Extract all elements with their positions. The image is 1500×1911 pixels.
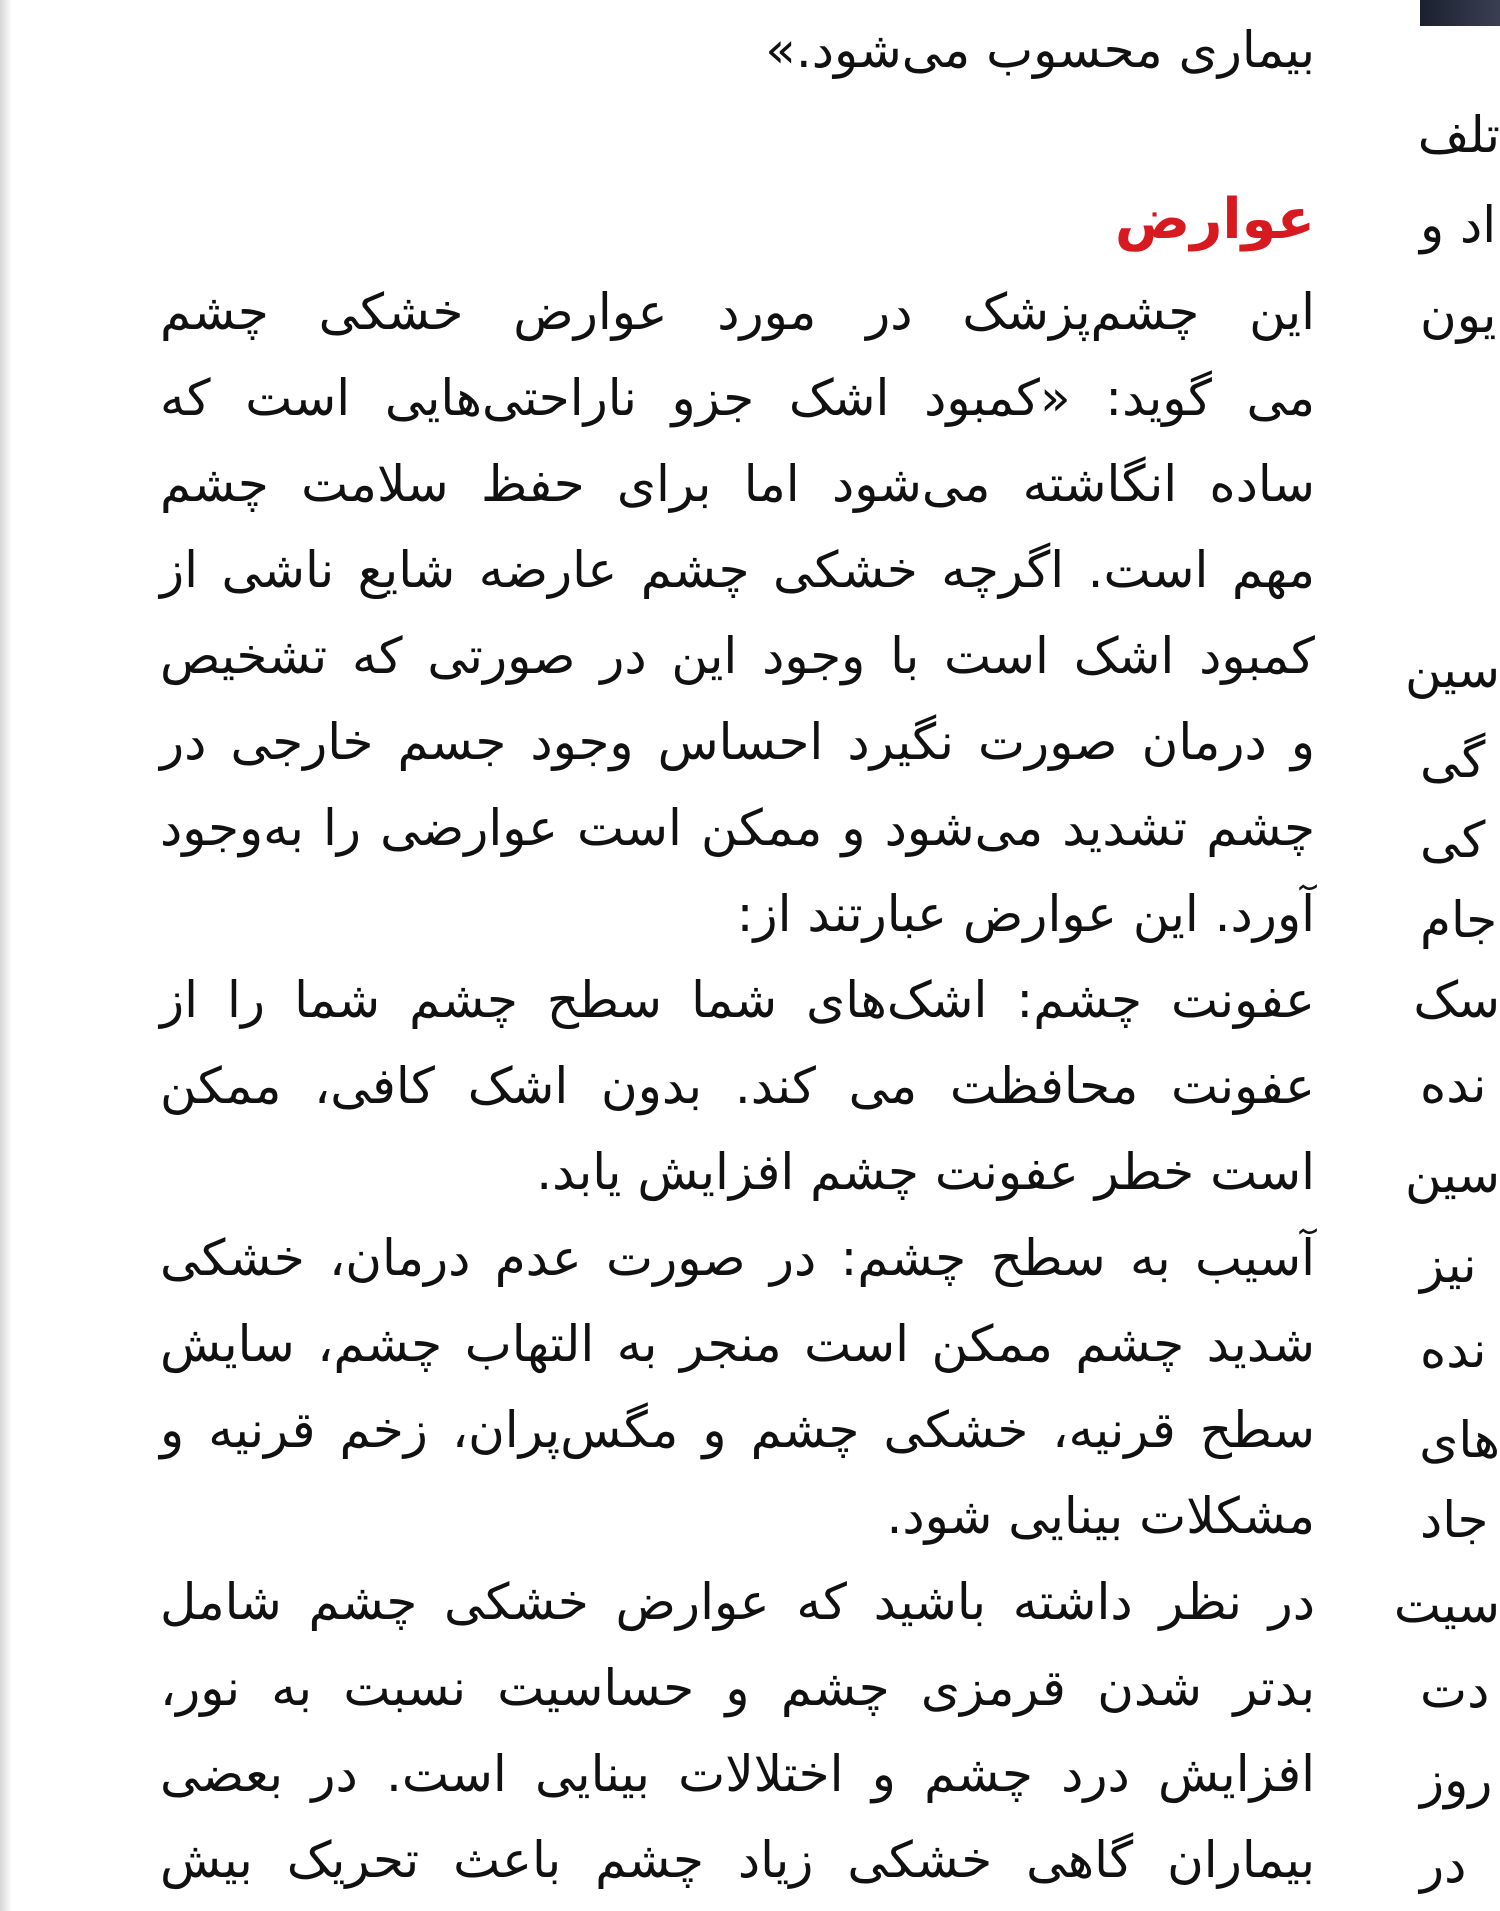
section-heading: عوارض: [1114, 187, 1315, 252]
article-line: بیماران گاهی خشکی زیاد چشم باعث تحریک بیش: [160, 1831, 1315, 1889]
article-line: این چشم‌پزشک در مورد عوارض خشکی چشم: [160, 283, 1315, 341]
article-line: کمبود اشک است با وجود این در صورتی که تشخیص: [160, 627, 1315, 685]
page-fold-shadow: [0, 0, 12, 1911]
article-line: می گوید: «کمبود اشک جزو ناراحتی‌هایی است که: [160, 369, 1315, 427]
adjacent-line: سیت: [1393, 1576, 1500, 1634]
article-line: در نظر داشته باشید که عوارض خشکی چشم شامل: [160, 1573, 1315, 1631]
adjacent-line: نیز: [1420, 1236, 1477, 1294]
article-line: آورد. این عوارض عبارتند از:: [736, 885, 1315, 943]
article-main-column: [160, 0, 1315, 1911]
adjacent-line: تلف: [1417, 106, 1500, 164]
adjacent-line: روز: [1420, 1751, 1493, 1809]
adjacent-line: های: [1419, 1411, 1500, 1469]
adjacent-line: در: [1420, 1836, 1467, 1894]
adjacent-line: یون: [1420, 286, 1497, 344]
adjacent-line: جاد: [1420, 1491, 1489, 1549]
article-line: عفونت چشم: اشک‌های شما سطح چشم شما را از: [160, 971, 1315, 1029]
adjacent-line: گی: [1420, 731, 1486, 789]
adjacent-photo-edge: [1420, 0, 1500, 26]
article-line: سطح قرنیه، خشکی چشم و مگس‌پران، زخم قرنیه و: [160, 1401, 1315, 1459]
adjacent-line: اد و: [1420, 196, 1497, 254]
article-line: مهم است. اگرچه خشکی چشم عارضه شایع ناشی از: [160, 541, 1315, 599]
adjacent-line: جام: [1420, 891, 1498, 949]
adjacent-line: نده: [1420, 1056, 1487, 1114]
article-line: آسیب به سطح چشم: در صورت عدم درمان، خشکی: [160, 1229, 1315, 1287]
article-line: و درمان صورت نگیرد احساس وجود جسم خارجی در: [160, 713, 1315, 771]
article-line: شدید چشم ممکن است منجر به التهاب چشم، سایش: [160, 1315, 1315, 1373]
article-line: مشکلات بینایی شود.: [886, 1487, 1315, 1545]
adjacent-column-cropped: [1393, 0, 1500, 1911]
adjacent-line: کی: [1420, 811, 1486, 869]
article-line: افزایش درد چشم و اختلالات بینایی است. در بعضی: [160, 1745, 1315, 1803]
adjacent-line: سک: [1413, 971, 1500, 1029]
adjacent-line: نده: [1420, 1321, 1487, 1379]
article-line: است خطر عفونت چشم افزایش یابد.: [536, 1143, 1315, 1201]
article-line: ساده انگاشته می‌شود اما برای حفظ سلامت چشم: [160, 455, 1315, 513]
article-line: عفونت محافظت می کند. بدون اشک کافی، ممکن: [160, 1057, 1315, 1115]
adjacent-line: سین: [1404, 1146, 1500, 1204]
article-line: بدتر شدن قرمزی چشم و حساسیت نسبت به نور،: [160, 1659, 1315, 1717]
article-top-line: بیماری محسوب می‌شود.»: [765, 21, 1315, 79]
adjacent-line: دت: [1420, 1661, 1490, 1719]
adjacent-line: سین: [1404, 641, 1500, 699]
article-line: چشم تشدید می‌شود و ممکن است عوارضی را به‌وجود: [160, 799, 1315, 857]
